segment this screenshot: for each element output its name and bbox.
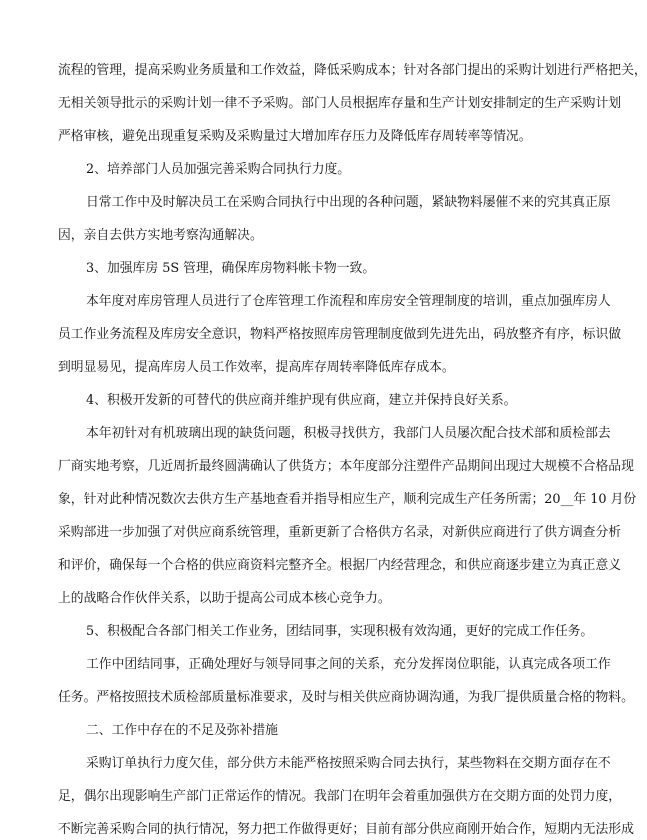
paragraph-line: 上的战略合作伙伴关系，以助于提高公司成本核心竞争力。 (58, 591, 391, 606)
section-heading: 3、加强库房 5S 管理，确保库房物料帐卡物一致。 (86, 261, 376, 276)
paragraph-line: 本年初针对有机玻璃出现的缺货问题，积极寻找供方，我部门人员屡次配合技术部和质检部去 (86, 426, 611, 441)
paragraph-line: 采购部进一步加强了对供应商系统管理，重新更新了合格供方名录，对新供应商进行了供方调查分析 (58, 525, 622, 540)
paragraph-line: 日常工作中及时解决员工在采购合同执行中出现的各种问题，紧缺物料屡催不来的究其真正原 (86, 195, 611, 210)
section-heading: 5、积极配合各部门相关工作业务，团结同事，实现积极有效沟通，更好的完成工作任务。 (86, 624, 594, 639)
paragraph-line: 工作中团结同事，正确处理好与领导同事之间的关系，充分发挥岗位职能，认真完成各项工作 (86, 657, 611, 672)
paragraph-line: 本年度对库房管理人员进行了仓库管理工作流程和库房安全管理制度的培训，重点加强库房人 (86, 294, 611, 309)
paragraph-line: 流程的管理，提高采购业务质量和工作效益，降低采购成本；针对各部门提出的采购计划进行严格把关， (58, 63, 647, 78)
paragraph-line: 采购订单执行力度欠佳，部分供方未能严格按照采购合同去执行，某些物料在交期方面存在不 (86, 756, 611, 771)
paragraph-line: 无相关领导批示的采购计划一律不予采购。部门人员根据库存量和生产计划安排制定的生产采购计划 (58, 96, 622, 111)
section-heading: 2、培养部门人员加强完善采购合同执行力度。 (86, 162, 351, 177)
paragraph-line: 厂商实地考察，几近周折最终圆满确认了供货方；本年度部分注塑件产品期间出现过大规模不合格品现 (58, 459, 634, 474)
paragraph-line: 任务。严格按照技术质检部质量标准要求，及时与相关供应商协调沟通，为我厂提供质量合格的物料。 (58, 690, 634, 705)
section-heading: 二、工作中存在的不足及弥补措施 (86, 723, 278, 738)
paragraph-line: 不断完善采购合同的执行情况，努力把工作做得更好；目前有部分供应商刚开始合作，短期内无法形成 (58, 822, 634, 837)
paragraph-line: 员工作业务流程及库房安全意识，物料严格按照库房管理制度做到先进先出，码放整齐有序，标识做 (58, 327, 622, 342)
section-heading: 4、积极开发新的可替代的供应商并维护现有供应商，建立并保持良好关系。 (86, 393, 517, 408)
paragraph-line: 因，亲自去供方实地考察沟通解决。 (58, 228, 263, 243)
paragraph-line: 象，针对此种情况数次去供方生产基地查看并指导相应生产，顺利完成生产任务所需；20__年 10 月份 (58, 492, 637, 507)
paragraph-line: 到明显易见，提高库房人员工作效率，提高库存周转率降低库存成本。 (58, 360, 455, 375)
paragraph-line: 严格审核，避免出现重复采购及采购量过大增加库存压力及降低库存周转率等情况。 (58, 129, 532, 144)
paragraph-line: 足，偶尔出现影响生产部门正常运作的情况。我部门在明年会着重加强供方在交期方面的处罚力度， (58, 789, 622, 804)
paragraph-line: 和评价，确保每一个合格的供应商资料完整齐全。根据厂内经营理念，和供应商逐步建立为真正意义 (58, 558, 622, 573)
